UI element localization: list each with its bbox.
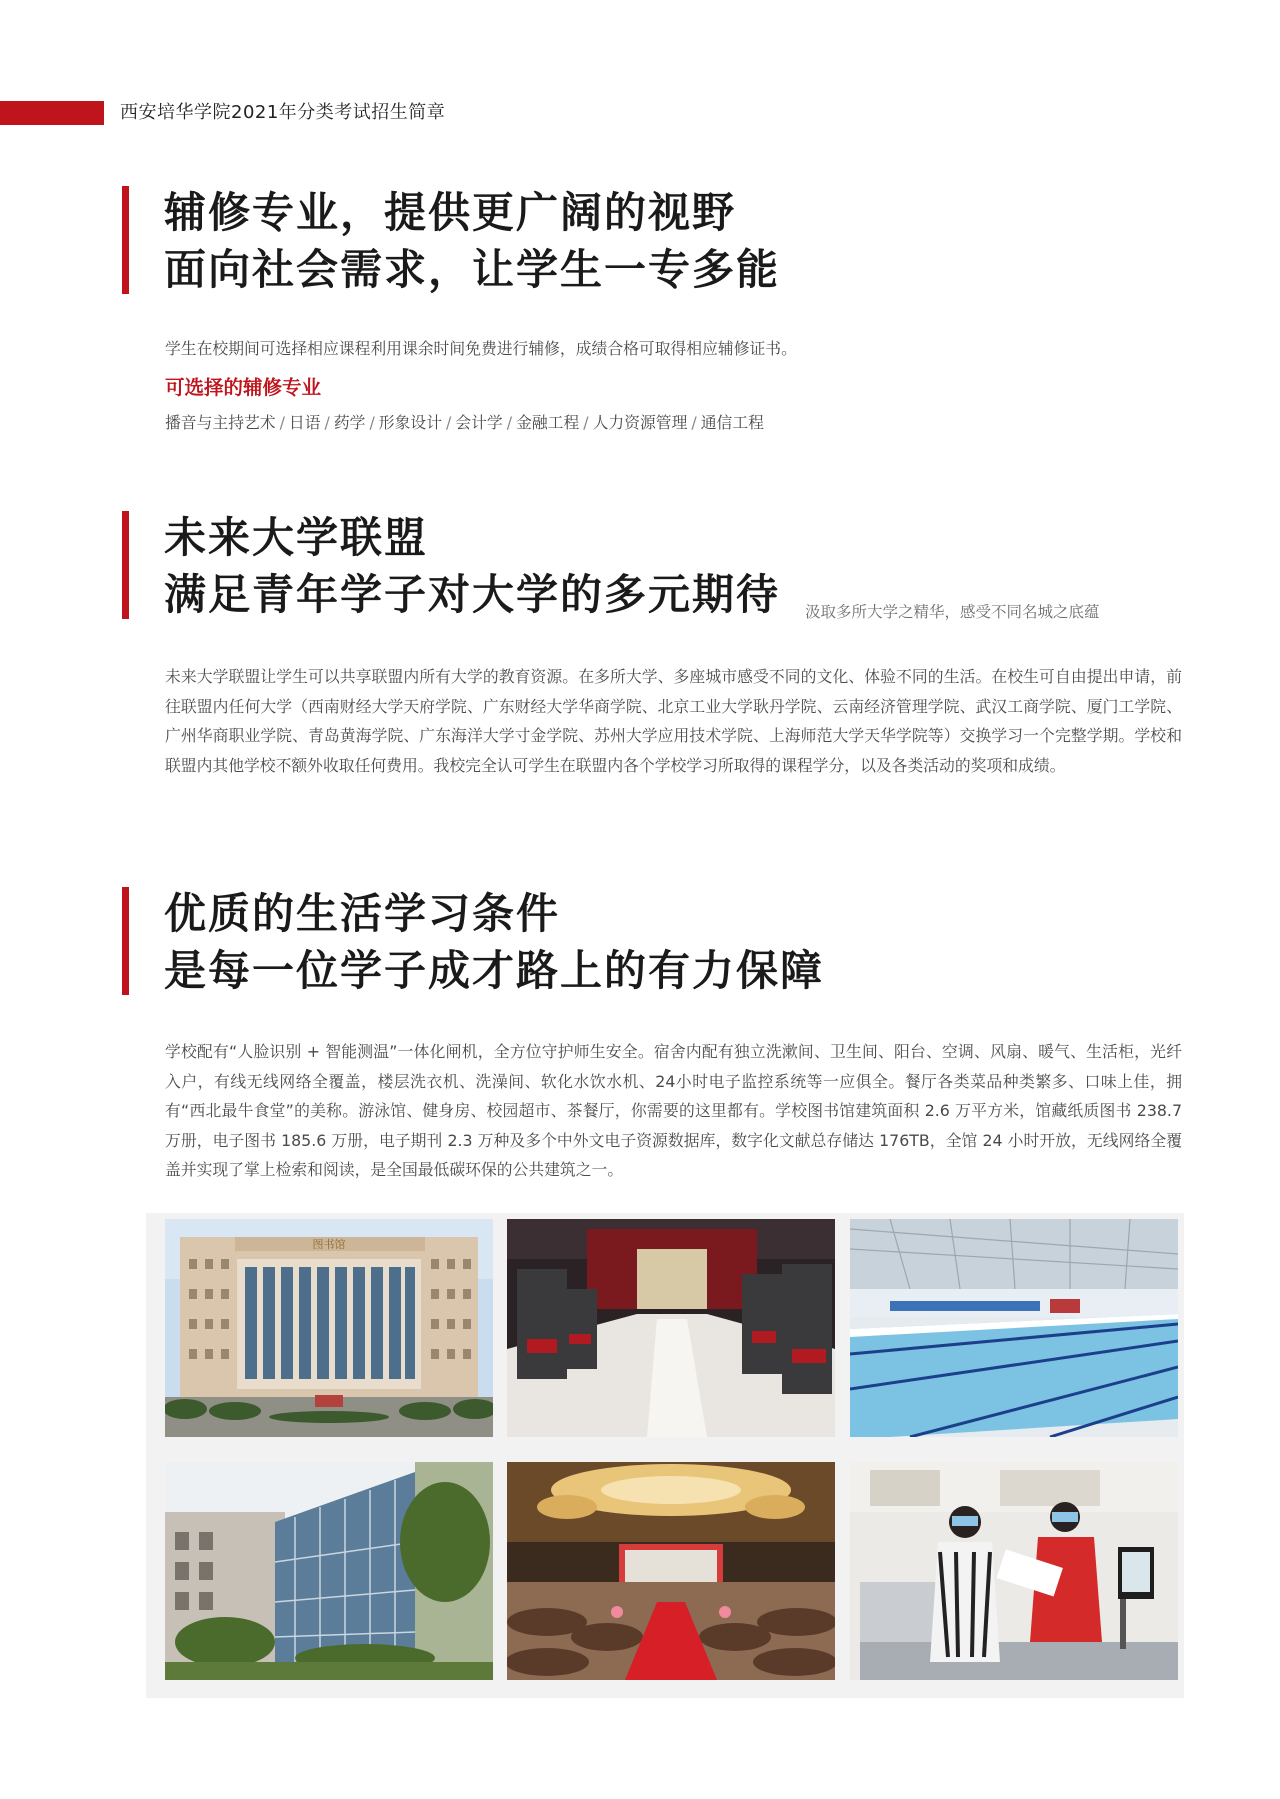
major-item: 人力资源管理 (592, 413, 688, 432)
major-item: 通信工程 (700, 413, 764, 432)
section1-intro: 学生在校期间可选择相应课程利用课余时间免费进行辅修，成绩合格可取得相应辅修证书。 (165, 339, 797, 358)
swimming-pool-photo (850, 1219, 1178, 1437)
section2-headline-line1: 未来大学联盟 (164, 513, 429, 562)
face-recognition-gate-photo (850, 1462, 1178, 1680)
library-sign-text: 图书馆 (312, 1238, 346, 1251)
section2-headline-line2: 满足青年学子对大学的多元期待 (164, 570, 781, 619)
section-accent-bar (122, 511, 129, 619)
minor-majors-subheading: 可选择的辅修专业 (165, 376, 322, 399)
major-item: 形象设计 (378, 413, 442, 432)
section-accent-bar (122, 887, 129, 995)
section1-headline-line1: 辅修专业，提供更广阔的视野 (164, 188, 737, 237)
major-item: 日语 (288, 413, 321, 432)
brochure-title: 西安培华学院2021年分类考试招生简章 (120, 102, 446, 123)
section3-headline-line2: 是每一位学子成才路上的有力保障 (164, 946, 825, 995)
banquet-hall-photo (507, 1462, 835, 1680)
glass-building-photo (165, 1462, 493, 1680)
major-item: 播音与主持艺术 (165, 413, 276, 432)
library-building-photo (165, 1219, 493, 1437)
section3-headline-line1: 优质的生活学习条件 (164, 889, 561, 938)
major-item: 药学 (333, 413, 366, 432)
major-item: 会计学 (455, 413, 503, 432)
section-accent-bar (122, 186, 129, 294)
section2-side-note: 汲取多所大学之精华，感受不同名城之底蕴 (805, 603, 1100, 621)
section1-headline-line2: 面向社会需求，让学生一专多能 (164, 245, 781, 294)
minor-majors-list: 播音与主持艺术 / 日语 / 药学 / 形象设计 / 会计学 / 金融工程 / 人力资源管理 / 通信工程 (165, 413, 764, 432)
section2-body: 未来大学联盟让学生可以共享联盟内所有大学的教育资源。在多所大学、多座城市感受不同的文化、体验不同的生活。在校生可自由提出申请，前往联盟内任何大学（西南财经大学天府学院、广东财经大学华商学院、北京工业大学耿丹学院、云南经济管理学院、武汉工商学院、厦门工学院、广州华商职业学院、青岛黄海学院、广东海洋大学寸金学院、苏州大学应用技术学院、上海师范大学天华学院等）交换学习一个完整学期。学校和联盟内其他学校不额外收取任何费用。我校完全认可学生在联盟内各个学校学习所取得的课程学分，以及各类活动的奖项和成绩。 (165, 667, 1182, 775)
major-item: 金融工程 (516, 413, 580, 432)
gym-photo (507, 1219, 835, 1437)
header-accent-bar (0, 101, 104, 125)
section3-body: 学校配有“人脸识别 + 智能测温”一体化闸机，全方位守护师生安全。宿舍内配有独立洗漱间、卫生间、阳台、空调、风扇、暖气、生活柜，光纤入户，有线无线网络全覆盖，楼层洗衣机、洗澡间、软化水饮水机、24小时电子监控系统等一应俱全。餐厅各类菜品种类繁多、口味上佳，拥有“西北最牛食堂”的美称。游泳馆、健身房、校园超市、茶餐厅，你需要的这里都有。学校图书馆建筑面积 2.6 万平方米，馆藏纸质图书 238.7 万册，电子图书 185.6 万册，电子期刊 2.3 万种及多个中外文电子资源数据库，数字化文献总存储达 176TB，全馆 24 小时开放，无线网络全覆盖并实现了掌上检索和阅读，是全国最低碳环保的公共建筑之一。 (165, 1042, 1182, 1180)
